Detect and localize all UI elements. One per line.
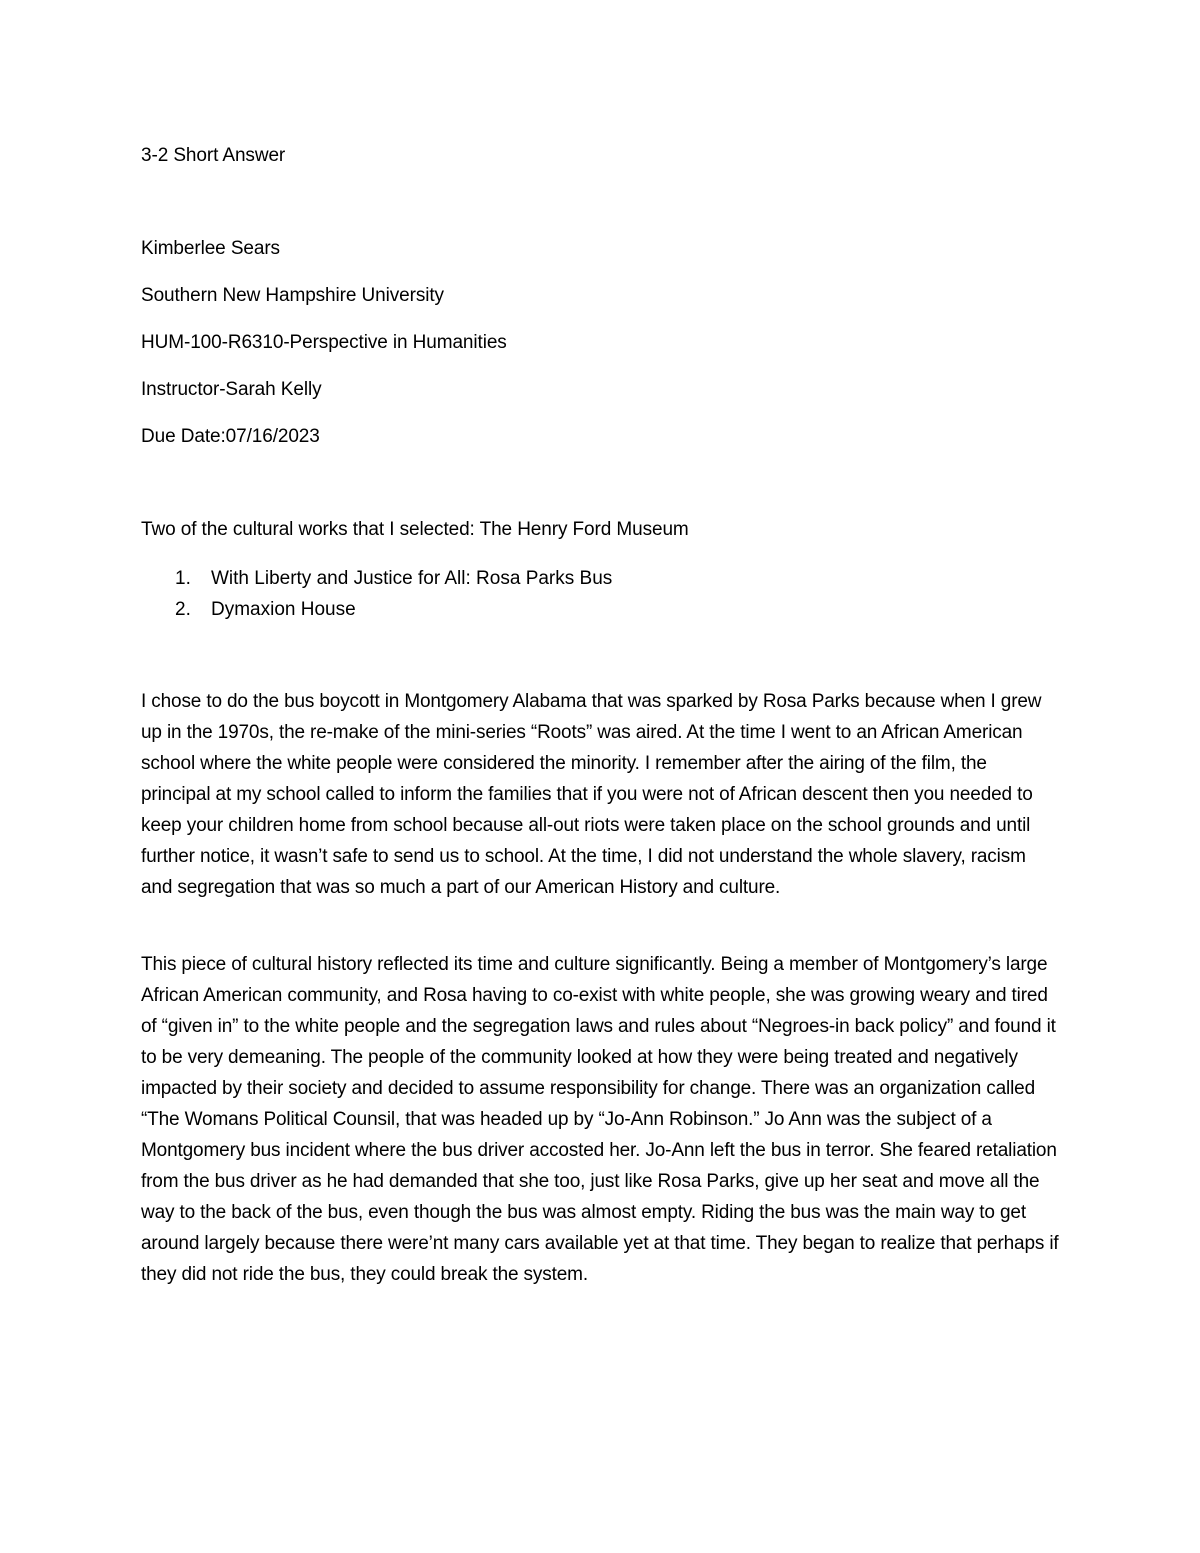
body-paragraph-2: This piece of cultural history reflected its time and culture significantly. Being a member of Montgomery’s large African American community, and Rosa having to co-exist with white people, she was growing weary and tired of “given in” to the white people and the segregation laws and rules about “Negroes-in back policy” and found it to be very demeaning. The people of the community looked at how they were being treated and negatively impacted by their society and decided to assume responsibility for change. There was an organization called “The Womans Political Counsil, that was headed up by “Jo-Ann Robinson.” Jo Ann was the subject of a Montgomery bus incident where the bus driver accosted her. Jo-Ann left the bus in terror. She feared retaliation from the bus driver as he had demanded that she too, just like Rosa Parks, give up her seat and move all the way to the back of the bus, even though the bus was almost empty. Riding the bus was the main way to get around largely because there were’nt many cars available yet at that time. They began to realize that perhaps if they did not ride the bus, they could break the system. (141, 954, 1059, 1285)
list-item-number: 1. (175, 568, 191, 589)
author-name: Kimberlee Sears (141, 238, 280, 259)
list-item-title: Dymaxion House (211, 599, 356, 620)
list-item (141, 594, 612, 625)
list-item-title: With Liberty and Justice for All: Rosa Parks Bus (211, 568, 613, 589)
body-paragraph-1: I chose to do the bus boycott in Montgomery Alabama that was sparked by Rosa Parks because when I grew up in the 1970s, the re-make of the mini-series “Roots” was aired. At the time I went to an African American school where the white people were considered the minority. I remember after the airing of the film, the principal at my school called to inform the families that if you were not of African descent then you needed to keep your children home from school because all-out riots were taken place on the school grounds and until further notice, it wasn’t safe to send us to school. At the time, I did not understand the whole slavery, racism and segregation that was so much a part of our American History and culture. (141, 691, 1042, 898)
list-item (141, 563, 612, 594)
course-name: HUM-100-R6310-Perspective in Humanities (141, 332, 507, 353)
cultural-works-list (141, 563, 612, 625)
intro-sentence: Two of the cultural works that I selected: The Henry Ford Museum (141, 519, 689, 540)
institution-name: Southern New Hampshire University (141, 285, 444, 306)
instructor-name: Instructor-Sarah Kelly (141, 379, 322, 400)
due-date: Due Date:07/16/2023 (141, 426, 320, 447)
document-heading: 3-2 Short Answer (141, 145, 286, 166)
list-item-number: 2. (175, 599, 191, 620)
